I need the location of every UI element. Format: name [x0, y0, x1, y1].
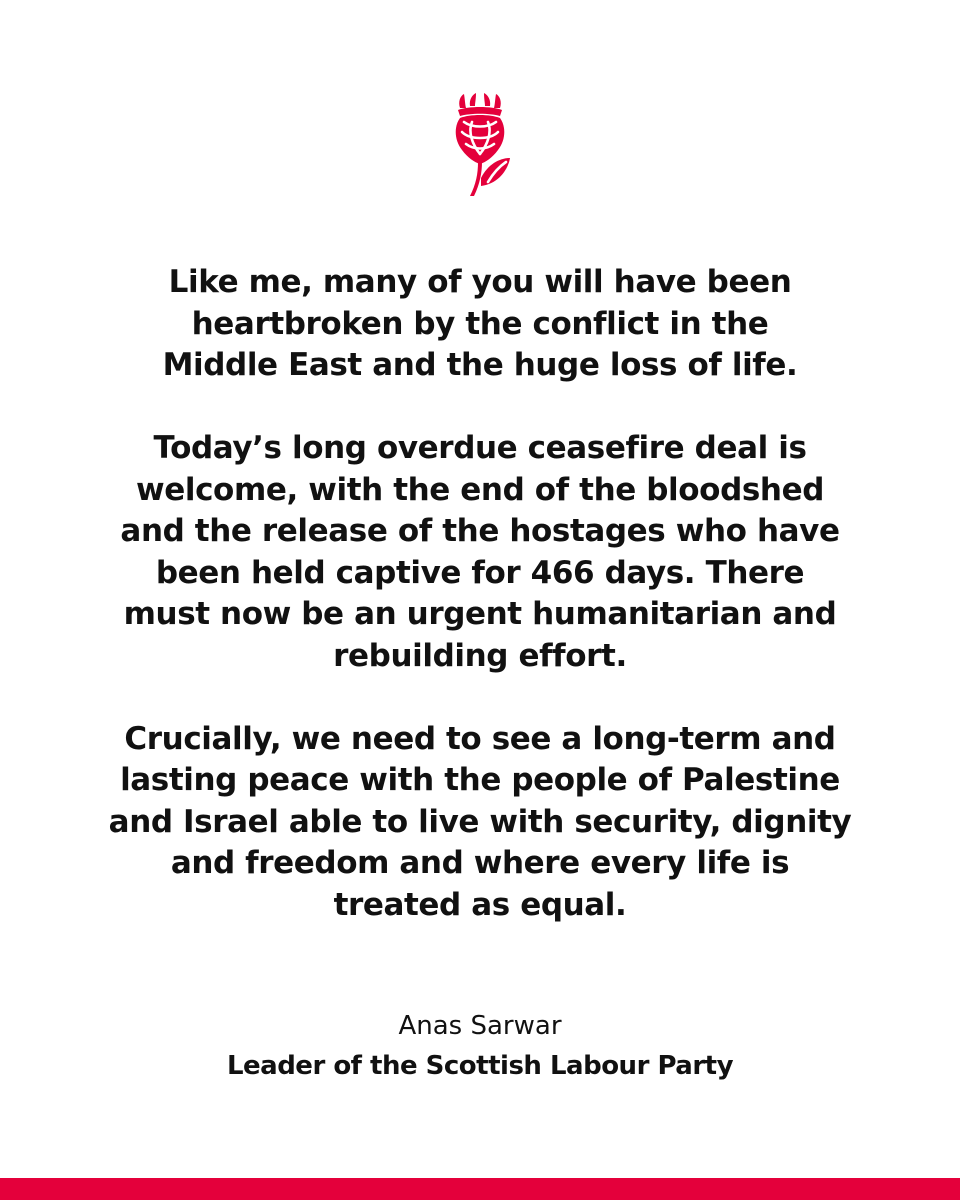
statement-line: Today’s long overdue ceasefire deal is — [153, 430, 807, 466]
statement-line: Middle East and the huge loss of life. — [162, 347, 798, 383]
statement-line: and the release of the hostages who have — [120, 513, 840, 549]
statement-body — [80, 262, 880, 926]
statement-line: and Israel able to live with security, dignity — [108, 803, 852, 840]
statement-line: must now be an urgent humanitarian and — [123, 596, 837, 632]
signature-block — [80, 1006, 880, 1086]
statement-paragraph — [80, 428, 880, 677]
footer-accent-bar — [0, 1178, 960, 1200]
signatory-title: Leader of the Scottish Labour Party — [226, 1051, 734, 1081]
statement-line: treated as equal. — [333, 886, 627, 923]
thistle-rose-shape — [456, 93, 510, 196]
statement-line: welcome, with the end of the bloodshed — [135, 471, 824, 508]
statement-line: lasting peace with the people of Palestine — [120, 762, 840, 798]
thistle-rose-icon — [448, 92, 512, 196]
thistle-rose-logo-graphic — [448, 92, 512, 196]
statement-line: and freedom and where every life is — [170, 845, 790, 881]
statement-paragraph — [80, 719, 880, 927]
statement-paragraph — [80, 262, 880, 387]
statement-line: Crucially, we need to see a long-term and — [124, 720, 836, 757]
statement-line: heartbroken by the conflict in the — [191, 305, 769, 342]
statement-line: rebuilding effort. — [333, 637, 627, 674]
statement-line: Like me, many of you will have been — [168, 264, 792, 300]
signatory-name: Anas Sarwar — [398, 1011, 562, 1041]
statement-line: been held captive for 466 days. There — [155, 554, 805, 591]
